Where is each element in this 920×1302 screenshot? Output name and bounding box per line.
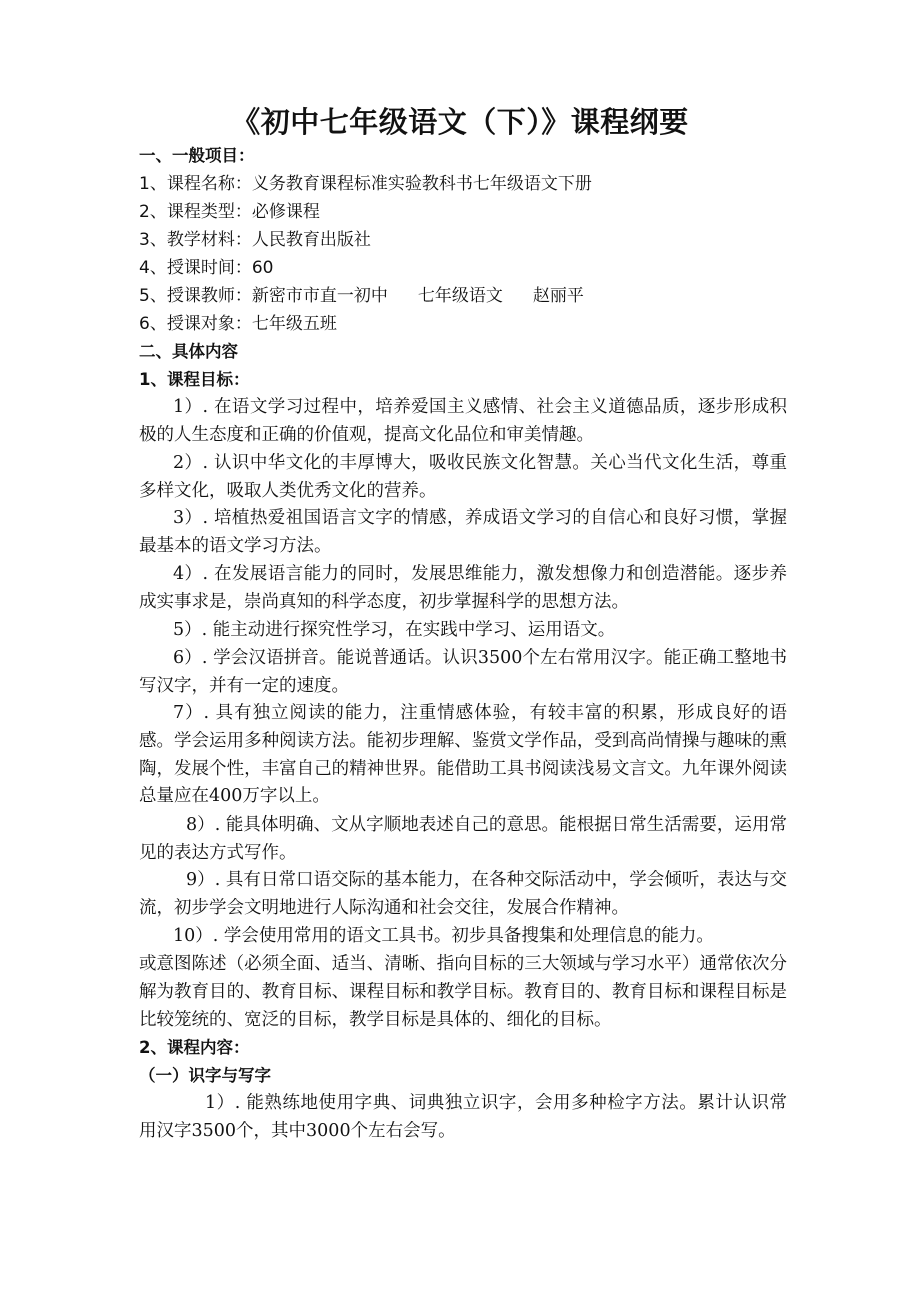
content-paragraph: 1）. 能熟练地使用字典、词典独立识字，会用多种检字方法。累计认识常用汉字3500个，其中3000个左右会写。 [139,1093,787,1141]
literacy-subheading: （一）识字与写字 [139,1066,271,1085]
objectives-note: 或意图陈述（必须全面、适当、清晰、指向目标的三大领域与学习水平）通常依次分解为教育目的、教育目标、课程目标和教学目标。教育目的、教育目标和课程目标是比较笼统的、宽泛的目标，教学目标是具体的、细化的目标。 [139,954,787,1030]
goal-paragraph: 5）. 能主动进行探究性学习，在实践中学习、运用语文。 [173,620,616,640]
goals-heading: 1、课程目标： [139,370,250,389]
general-item-teacher [139,282,787,310]
goal-paragraph: 10）. 学会使用常用的语文工具书。初步具备搜集和处理信息的能力。 [173,926,714,946]
section1-heading: 一、一般项目： [139,146,255,165]
goal-paragraph: 8）. 能具体明确、文从字顺地表述自己的意思。能根据日常生活需要，运用常见的表达方式写作。 [139,815,787,863]
content-heading: 2、课程内容： [139,1038,250,1057]
goal-paragraph: 7）. 具有独立阅读的能力，注重情感体验，有较丰富的积累，形成良好的语感。学会运用多种阅读方法。能初步理解、鉴赏文学作品，受到高尚情操与趣味的熏陶，发展个性，丰富自己的精神世界。能借助工具书阅读浅易文言文。九年课外阅读总量应在400万字以上。 [139,703,787,807]
goal-paragraph: 3）. 培植热爱祖国语言文字的情感，养成语文学习的自信心和良好习惯，掌握最基本的语文学习方法。 [139,508,787,556]
general-item-course-name: 1、课程名称：义务教育课程标准实验教科书七年级语文下册 [139,174,592,194]
goal-paragraph: 6）. 学会汉语拼音。能说普通话。认识3500个左右常用汉字。能正确工整地书写汉字，并有一定的速度。 [139,648,787,696]
goal-paragraph: 1）. 在语文学习过程中，培养爱国主义感情、社会主义道德品质，逐步形成积极的人生态度和正确的价值观，提高文化品位和审美情趣。 [139,397,787,445]
section2-heading: 二、具体内容 [139,342,238,361]
teacher-name: 赵丽平 [532,286,584,306]
general-item-audience: 6、授课对象：七年级五班 [139,314,337,334]
general-item-hours: 4、授课时间：60 [139,258,274,278]
document-title: 《初中七年级语文（下）》课程纲要 [231,105,689,139]
teacher-school: 5、授课教师：新密市市直一初中 [139,286,388,306]
goal-paragraph: 9）. 具有日常口语交际的基本能力，在各种交际活动中，学会倾听，表达与交流，初步学会文明地进行人际沟通和社会交往，发展合作精神。 [139,870,787,918]
goal-paragraph: 4）. 在发展语言能力的同时，发展思维能力，激发想像力和创造潜能。逐步养成实事求是，崇尚真知的科学态度，初步掌握科学的思想方法。 [139,564,787,612]
teacher-subject: 七年级语文 [417,286,503,306]
general-item-material: 3、教学材料：人民教育出版社 [139,230,371,250]
general-item-course-type: 2、课程类型：必修课程 [139,202,320,222]
goal-paragraph: 2）. 认识中华文化的丰厚博大，吸收民族文化智慧。关心当代文化生活，尊重多样文化，吸取人类优秀文化的营养。 [139,453,787,501]
